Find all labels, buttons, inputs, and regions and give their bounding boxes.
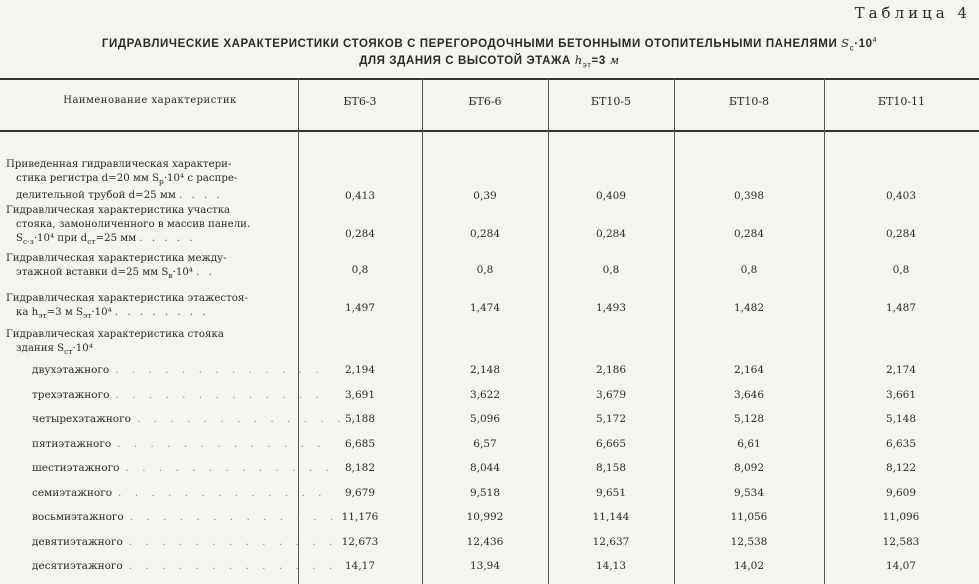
table-cell: 0,284 — [595, 228, 627, 240]
table-cell: 3,691 — [344, 388, 376, 401]
desc-text: ·10⁴ при d — [33, 233, 88, 244]
table-cell: 3,646 — [733, 388, 765, 401]
table-cell: 0,39 — [473, 190, 497, 202]
floor-label-text: шестиэтажного — [32, 462, 120, 474]
floor-row-label — [32, 364, 324, 376]
table-cell: 8,092 — [733, 462, 765, 474]
table-subtitle-text: ДЛЯ ЗДАНИЯ С ВЫСОТОЙ ЭТАЖА — [359, 55, 571, 67]
desc-sub: р — [159, 177, 164, 187]
floor-label-text: восьмиэтажного — [32, 511, 124, 523]
column-divider — [824, 78, 825, 584]
table-label: Таблица 4 — [854, 4, 971, 22]
header-column-bt6-6: БТ6-6 — [468, 95, 502, 108]
table-cell: 0,8 — [602, 264, 620, 276]
table-cell: 11,056 — [730, 511, 768, 523]
table-cell: 11,144 — [592, 511, 630, 523]
table-cell: 0,8 — [476, 264, 494, 276]
desc-sub: ст — [87, 237, 96, 247]
table-cell: 11,176 — [341, 511, 379, 523]
table-cell: 9,679 — [344, 486, 376, 499]
table-cell: 8,158 — [595, 462, 627, 474]
table-cell: 3,679 — [595, 388, 627, 401]
row-description-building-riser — [6, 328, 296, 359]
table-cell: 1,474 — [469, 302, 501, 314]
desc-line — [6, 342, 296, 359]
table-cell: 0,403 — [885, 190, 917, 202]
subtitle-symbol-sub: эт — [582, 60, 592, 70]
table-top-rule — [0, 78, 979, 80]
desc-text: =25 мм — [95, 233, 137, 244]
table-cell: 0,413 — [344, 190, 376, 202]
leader-dots: . . . . . — [139, 233, 196, 244]
row-description-floor-riser — [6, 292, 296, 323]
floor-label-text: девятиэтажного — [32, 535, 123, 548]
table-cell: 12,673 — [341, 535, 379, 548]
column-divider — [548, 78, 549, 584]
leader-dots: . . . . . . . . . . . . . — [129, 511, 339, 523]
subtitle-value: =3 — [591, 55, 606, 67]
row-description-interfloor-insert — [6, 252, 296, 283]
floor-row-label — [32, 535, 338, 548]
floor-row-label — [32, 486, 327, 499]
table-title-text: ГИДРАВЛИЧЕСКИЕ ХАРАКТЕРИСТИКИ СТОЯКОВ С ПЕРЕГОРОДОЧНЫМИ БЕТОННЫМИ ОТОПИТЕЛЬНЫМИ ПАНЕЛЯМИ — [101, 38, 838, 50]
table-cell: 2,164 — [733, 364, 765, 376]
table-title-line-1 — [0, 36, 979, 52]
header-column-bt6-3: БТ6-3 — [343, 95, 377, 108]
table-cell: 0,284 — [344, 228, 376, 240]
table-cell: 14,07 — [885, 560, 917, 572]
table-cell: 5,148 — [885, 413, 917, 425]
table-cell: 9,651 — [595, 486, 627, 499]
floor-row-label — [32, 388, 324, 401]
title-factor-sup: 4 — [872, 37, 878, 45]
table-cell: 2,186 — [595, 364, 627, 376]
table-cell: 13,94 — [469, 560, 501, 572]
desc-line — [6, 172, 296, 189]
column-divider — [422, 78, 423, 584]
subtitle-unit: м — [609, 53, 620, 67]
desc-text: здания S — [16, 343, 65, 354]
leader-dots: . . . . . . . . . . . . . — [115, 364, 324, 376]
table-cell: 5,172 — [595, 413, 627, 425]
column-divider — [298, 78, 299, 584]
table-cell: 9,534 — [733, 486, 765, 499]
desc-sub: в — [168, 271, 173, 281]
table-cell: 6,685 — [344, 437, 376, 450]
desc-line: стояка, замоноличенного в массив панели. — [16, 219, 251, 230]
table-cell: 2,174 — [885, 364, 917, 376]
floor-label-text: двухэтажного — [32, 364, 110, 376]
desc-text: стика регистра d=20 мм S — [16, 173, 159, 184]
row-description-register — [6, 158, 296, 203]
table-cell: 0,8 — [740, 264, 758, 276]
table-cell: 0,284 — [733, 228, 765, 240]
desc-text: ка h — [16, 307, 39, 318]
leader-dots: . . . . . . . . — [114, 307, 209, 318]
leader-dots: . . . . . . . . . . . . . — [128, 535, 338, 548]
leader-dots: . . . . . . . . . . . . . — [128, 560, 338, 572]
floor-label-text: трехэтажного — [32, 388, 110, 401]
leader-dots: . . . . . . . . . . . . . — [115, 388, 324, 401]
table-cell: 0,398 — [733, 190, 765, 202]
table-cell: 5,096 — [469, 413, 501, 425]
table-cell: 8,122 — [885, 462, 917, 474]
table-cell: 12,538 — [730, 535, 768, 548]
floor-label-text: десятиэтажного — [32, 560, 123, 572]
desc-line: Приведенная гидравлическая характери- — [6, 159, 232, 170]
leader-dots: . . . . — [179, 190, 223, 202]
table-cell: 1,487 — [885, 302, 917, 314]
floor-row-label — [32, 413, 346, 425]
floor-row-label — [32, 511, 339, 523]
desc-text: ·10⁴ с распре- — [163, 173, 238, 184]
leader-dots: . . . . . . . . . . . . . — [117, 437, 326, 450]
table-cell: 0,8 — [892, 264, 910, 276]
table-cell: 2,194 — [344, 364, 376, 376]
title-symbol-sub: с — [849, 43, 855, 53]
desc-line — [6, 306, 296, 323]
table-cell: 1,497 — [344, 302, 376, 314]
desc-sub: с-з — [22, 237, 34, 247]
floor-row-label — [32, 462, 334, 474]
table-cell: 10,992 — [466, 511, 504, 523]
title-symbol: S — [841, 36, 850, 50]
desc-text: ·10⁴ — [72, 343, 93, 354]
floor-row-label — [32, 560, 338, 572]
header-name-column: Наименование характеристик — [63, 95, 237, 106]
table-cell: 11,096 — [882, 511, 920, 523]
desc-line — [6, 189, 296, 203]
row-description-riser-section — [6, 204, 296, 249]
header-column-bt10-5: БТ10-5 — [590, 95, 632, 108]
table-cell: 6,57 — [473, 437, 497, 450]
leader-dots: . . . . . . . . . . . . . — [136, 413, 346, 425]
table-cell: 9,518 — [469, 486, 501, 499]
table-cell: 5,128 — [733, 413, 765, 425]
table-cell: 6,61 — [737, 437, 761, 450]
table-cell: 12,637 — [592, 535, 630, 548]
table-cell: 12,436 — [466, 535, 504, 548]
floor-label-text: семиэтажного — [32, 486, 113, 499]
table-cell: 3,661 — [885, 388, 917, 401]
column-divider — [674, 78, 675, 584]
table-cell: 8,182 — [344, 462, 376, 474]
table-cell: 6,665 — [595, 437, 627, 450]
table-cell: 0,284 — [885, 228, 917, 240]
desc-text: делительной трубой d=25 мм — [16, 190, 176, 202]
table-cell: 3,622 — [469, 388, 501, 401]
table-cell: 14,02 — [733, 560, 765, 572]
desc-sub: эт — [83, 311, 92, 321]
table-cell: 8,044 — [469, 462, 501, 474]
desc-line: Гидравлическая характеристика стояка — [6, 329, 224, 340]
desc-line: Гидравлическая характеристика этажестоя- — [6, 293, 248, 304]
table-cell: 1,482 — [733, 302, 765, 314]
leader-dots: . . — [196, 267, 215, 278]
desc-text: ·10⁴ — [91, 307, 112, 318]
table-cell: 12,583 — [882, 535, 920, 548]
table-cell: 6,635 — [885, 437, 917, 450]
leader-dots: . . . . . . . . . . . . . — [118, 486, 327, 499]
desc-text: =3 м S — [46, 307, 84, 318]
desc-line: Гидравлическая характеристика участка — [6, 205, 231, 216]
header-column-bt10-8: БТ10-8 — [728, 95, 770, 108]
desc-line — [6, 232, 296, 249]
desc-text: S — [16, 233, 23, 244]
floor-row-label — [32, 437, 326, 450]
table-cell: 0,409 — [595, 190, 627, 202]
desc-line — [6, 266, 296, 283]
table-cell: 9,609 — [885, 486, 917, 499]
desc-text: этажной вставки d=25 мм S — [16, 267, 169, 278]
leader-dots: . . . . . . . . . . . . . — [125, 462, 334, 474]
table-cell: 1,493 — [595, 302, 627, 314]
table-cell: 2,148 — [469, 364, 501, 376]
table-header-rule — [0, 130, 979, 132]
desc-line: Гидравлическая характеристика между- — [6, 253, 227, 264]
floor-label-text: пятиэтажного — [32, 437, 112, 450]
header-column-bt10-11: БТ10-11 — [877, 95, 926, 108]
table-title-line-2 — [0, 53, 979, 69]
subtitle-symbol: h — [574, 53, 583, 67]
desc-sub: эт — [38, 311, 47, 321]
table-cell: 14,17 — [344, 560, 376, 572]
desc-sub: ст — [64, 347, 73, 357]
table-cell: 0,8 — [351, 264, 369, 276]
table-cell: 0,284 — [469, 228, 501, 240]
desc-text: ·10⁴ — [172, 267, 193, 278]
table-cell: 5,188 — [344, 413, 376, 425]
floor-label-text: четырехэтажного — [32, 413, 131, 425]
table-cell: 14,13 — [595, 560, 627, 572]
title-factor: ·10 — [854, 38, 873, 50]
